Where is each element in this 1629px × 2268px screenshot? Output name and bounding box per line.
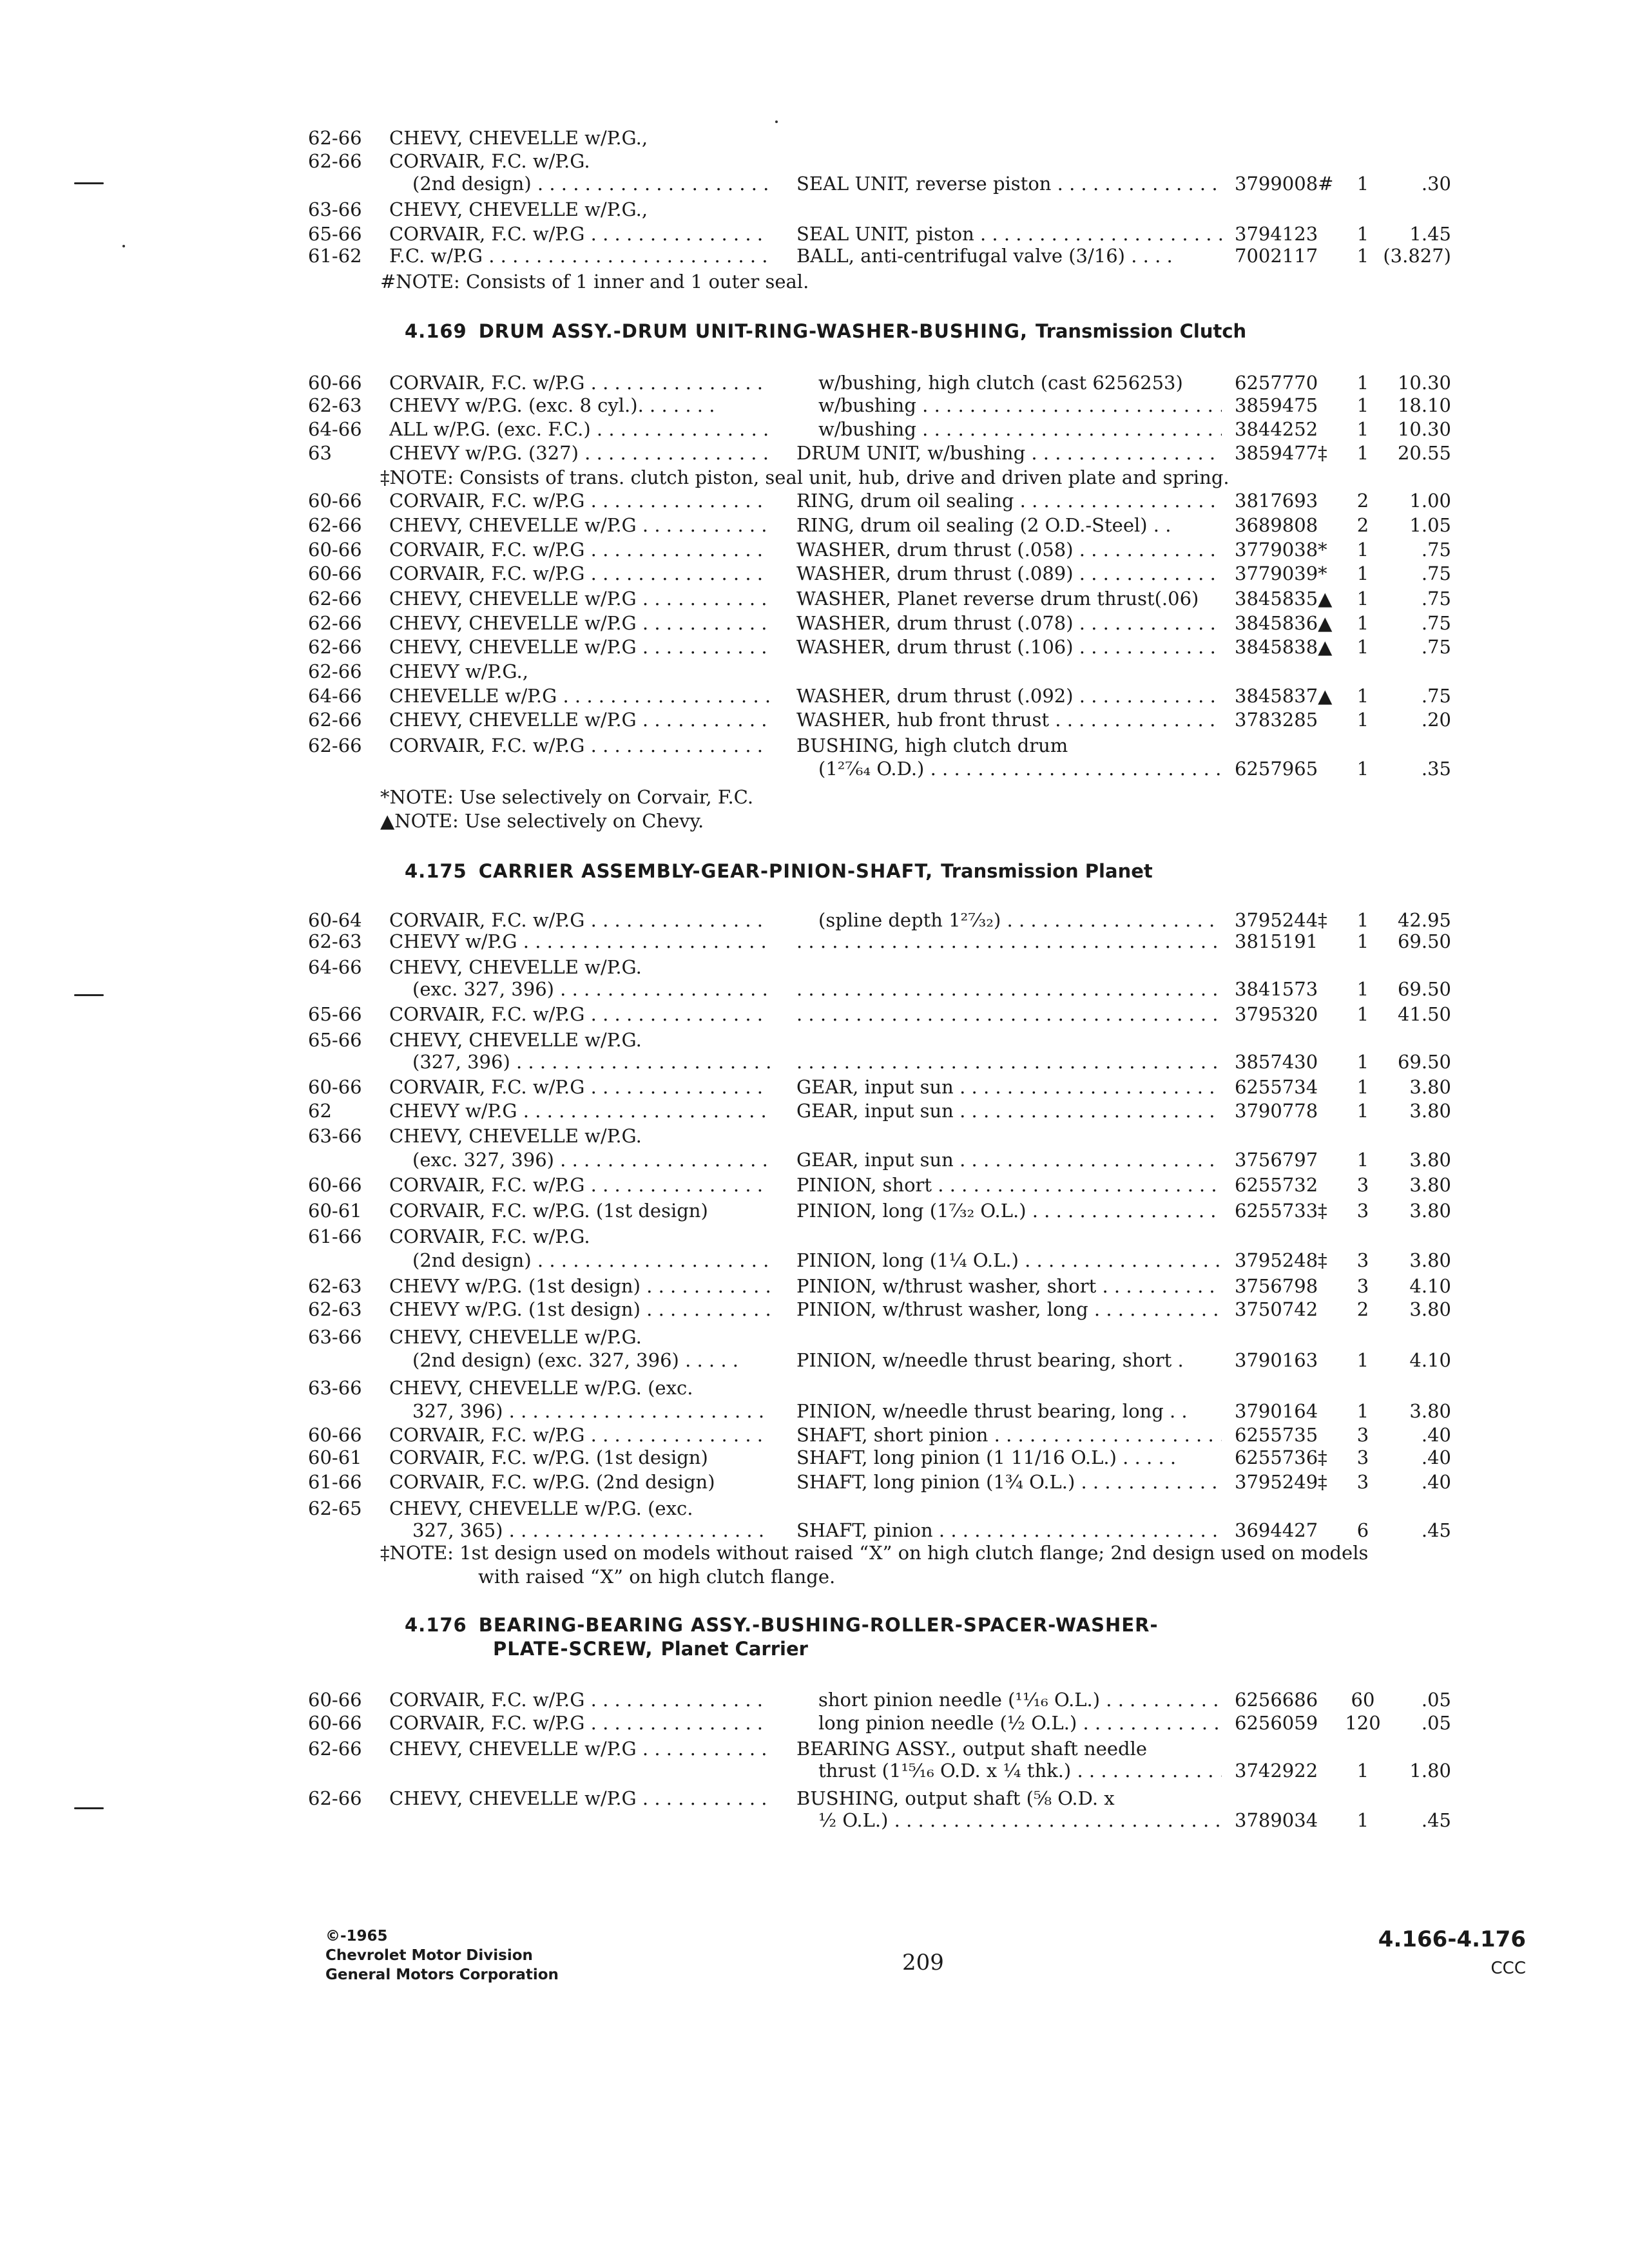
price: 10.30 (1397, 418, 1451, 440)
application: CORVAIR, F.C. w/P.G . . . (389, 223, 769, 245)
part-number: 3845836▲ (1235, 612, 1333, 634)
quantity: 3 (1356, 1200, 1369, 1222)
quantity: 3 (1356, 1424, 1369, 1446)
year-range: 60-66 (308, 490, 362, 512)
part-description: PINION, w/needle thrust bearing, long . . (796, 1400, 1188, 1422)
part-description (796, 930, 1222, 952)
part-number: 3790778 (1235, 1100, 1318, 1122)
part-number: 3817693 (1235, 490, 1318, 512)
section-number: 4.176 (405, 1614, 467, 1636)
application: CORVAIR, F.C. w/P.G. (1st design) (389, 1200, 708, 1222)
price: .45 (1421, 1519, 1451, 1541)
part-number: 3795244‡ (1235, 909, 1327, 931)
part-number: 3799008# (1235, 173, 1334, 195)
application: F.C. w/P.G . . . (389, 245, 769, 267)
year-range: 60-66 (308, 562, 362, 584)
application: CHEVY, CHEVELLE w/P.G., (389, 127, 648, 149)
part-number: 3794123 (1235, 223, 1318, 245)
application: CORVAIR, F.C. w/P.G . . . (389, 1003, 769, 1025)
year-range: 62-66 (308, 150, 362, 172)
application: CHEVY, CHEVELLE w/P.G. (389, 956, 642, 978)
year-range: 60-66 (308, 1076, 362, 1098)
price: 18.10 (1397, 394, 1451, 416)
part-number: 6255735 (1235, 1424, 1318, 1446)
price: 3.80 (1409, 1174, 1451, 1196)
price: .75 (1421, 562, 1451, 584)
part-description: SHAFT, long pinion (1¾ O.L.) . . . (796, 1471, 1222, 1493)
part-number: 3756798 (1235, 1275, 1318, 1297)
footnote: ‡NOTE: Consists of trans. clutch piston, seal unit, hub, drive and driven plate and spring. (380, 466, 1229, 488)
section-number: 4.175 (405, 860, 467, 882)
part-description: RING, drum oil sealing (2 O.D.-Steel) . . (796, 514, 1171, 536)
part-description (796, 1003, 1222, 1025)
binder-hole-mark (74, 1807, 104, 1809)
quantity: 1 (1356, 909, 1369, 931)
year-range: 64-66 (308, 956, 362, 978)
quantity: 1 (1356, 1760, 1369, 1782)
part-description: SEAL UNIT, reverse piston . . . (796, 173, 1222, 195)
quantity: 1 (1356, 372, 1369, 394)
quantity: 1 (1356, 612, 1369, 634)
year-range: 64-66 (308, 418, 362, 440)
application: CORVAIR, F.C. w/P.G . . . (389, 735, 769, 756)
price: (3.827) (1383, 245, 1451, 267)
quantity: 3 (1356, 1249, 1369, 1271)
price: .75 (1421, 636, 1451, 658)
section-number: 4.169 (405, 320, 467, 342)
quantity: 2 (1356, 490, 1369, 512)
part-description: PINION, w/needle thrust bearing, short . (796, 1349, 1184, 1371)
year-range: 60-66 (308, 1689, 362, 1711)
quantity: 3 (1356, 1174, 1369, 1196)
part-number: 3779038* (1235, 539, 1327, 561)
price: 69.50 (1397, 930, 1451, 952)
part-number: 3795320 (1235, 1003, 1318, 1025)
application: CORVAIR, F.C. w/P.G . . . (389, 1689, 769, 1711)
application-continued: (exc. 327, 396) . . . (412, 978, 771, 1000)
part-description: BEARING ASSY., output shaft needle (796, 1738, 1148, 1760)
part-description: PINION, long (1⁷⁄₃₂ O.L.) . . . (796, 1200, 1222, 1222)
price: .75 (1421, 685, 1451, 707)
application: CORVAIR, F.C. w/P.G. (389, 150, 590, 172)
price: 69.50 (1397, 1051, 1451, 1073)
part-description: BALL, anti-centrifugal valve (3/16) . . . . (796, 245, 1173, 267)
part-description: PINION, w/thrust washer, long . . . (796, 1298, 1222, 1320)
year-range: 62-66 (308, 660, 362, 682)
part-description: PINION, w/thrust washer, short . . . (796, 1275, 1222, 1297)
year-range: 63-66 (308, 1377, 362, 1399)
part-description: SHAFT, short pinion . . . (796, 1424, 1222, 1446)
year-range: 61-66 (308, 1225, 362, 1247)
part-description: GEAR, input sun . . . (796, 1149, 1222, 1171)
part-description: WASHER, drum thrust (.089) . . . (796, 562, 1222, 584)
part-description-continued: (1²⁷⁄₆₄ O.D.) . . . (818, 758, 1222, 780)
quantity: 1 (1356, 588, 1369, 610)
year-range: 62 (308, 1100, 332, 1122)
application: CORVAIR, F.C. w/P.G . . . (389, 1076, 769, 1098)
application: CORVAIR, F.C. w/P.G . . . (389, 1174, 769, 1196)
application: CHEVY w/P.G . . . (389, 1100, 769, 1122)
application: CHEVY, CHEVELLE w/P.G . . . (389, 612, 769, 634)
year-range: 62-65 (308, 1497, 362, 1519)
application: CORVAIR, F.C. w/P.G . . . (389, 909, 769, 931)
section-subtitle: Planet Carrier (660, 1638, 808, 1660)
year-range: 62-66 (308, 588, 362, 610)
scan-speck (122, 245, 125, 247)
year-range: 62-66 (308, 1738, 362, 1760)
application: ALL w/P.G. (exc. F.C.) . . . (389, 418, 769, 440)
quantity: 2 (1356, 514, 1369, 536)
year-range: 60-66 (308, 372, 362, 394)
year-range: 60-66 (308, 1174, 362, 1196)
year-range: 61-62 (308, 245, 362, 267)
part-description: w/bushing, high clutch (cast 6256253) (818, 372, 1183, 394)
year-range: 60-66 (308, 1712, 362, 1734)
part-description: w/bushing . . . (818, 394, 1222, 416)
quantity: 3 (1356, 1275, 1369, 1297)
binder-hole-mark (74, 994, 104, 996)
quantity: 120 (1345, 1712, 1381, 1734)
quantity: 6 (1356, 1519, 1369, 1541)
part-description: WASHER, drum thrust (.106) . . . (796, 636, 1222, 658)
section-title: CARRIER ASSEMBLY-GEAR-PINION-SHAFT, (478, 860, 934, 882)
price: 69.50 (1397, 978, 1451, 1000)
part-description: WASHER, Planet reverse drum thrust(.06) (796, 588, 1199, 610)
part-number: 6257965 (1235, 758, 1318, 780)
year-range: 60-61 (308, 1446, 362, 1468)
quantity: 1 (1356, 1051, 1369, 1073)
application: CHEVY, CHEVELLE w/P.G . . . (389, 588, 769, 610)
year-range: 62-66 (308, 709, 362, 731)
price: .75 (1421, 588, 1451, 610)
part-number: 6256059 (1235, 1712, 1318, 1734)
year-range: 60-66 (308, 1424, 362, 1446)
year-range: 65-66 (308, 1003, 362, 1025)
quantity: 1 (1356, 978, 1369, 1000)
application: CHEVY w/P.G. (1st design) . . . (389, 1275, 769, 1297)
part-description: short pinion needle (¹¹⁄₁₆ O.L.) . . . (818, 1689, 1222, 1711)
price: .40 (1421, 1446, 1451, 1468)
application: CORVAIR, F.C. w/P.G . . . (389, 490, 769, 512)
part-description-continued: ½ O.L.) . . . (818, 1809, 1222, 1831)
price: .30 (1421, 173, 1451, 195)
year-range: 62-66 (308, 1787, 362, 1809)
year-range: 60-61 (308, 1200, 362, 1222)
quantity: 3 (1356, 1446, 1369, 1468)
year-range: 62-63 (308, 1275, 362, 1297)
year-range: 62-66 (308, 127, 362, 149)
application: CHEVY, CHEVELLE w/P.G . . . (389, 636, 769, 658)
application-continued: (exc. 327, 396) . . . (412, 1149, 771, 1171)
quantity: 1 (1356, 1076, 1369, 1098)
application: CORVAIR, F.C. w/P.G . . . (389, 1424, 769, 1446)
section-title-continued: PLATE-SCREW, (493, 1638, 653, 1660)
price: 1.00 (1409, 490, 1451, 512)
page-number: 209 (902, 1950, 944, 1975)
application: CHEVY, CHEVELLE w/P.G. (389, 1326, 642, 1348)
year-range: 62-66 (308, 636, 362, 658)
quantity: 1 (1356, 562, 1369, 584)
year-range: 65-66 (308, 223, 362, 245)
quantity: 1 (1356, 1100, 1369, 1122)
quantity: 1 (1356, 245, 1369, 267)
application: CORVAIR, F.C. w/P.G. (1st design) (389, 1446, 708, 1468)
application-continued: (2nd design) . . . (412, 173, 771, 195)
application: CHEVY, CHEVELLE w/P.G., (389, 198, 648, 220)
part-number: 6255733‡ (1235, 1200, 1327, 1222)
price: 1.45 (1409, 223, 1451, 245)
part-description: w/bushing . . . (818, 418, 1222, 440)
quantity: 1 (1356, 1400, 1369, 1422)
application: CHEVELLE w/P.G . . . (389, 685, 769, 707)
price: 1.80 (1409, 1760, 1451, 1782)
part-number: 3841573 (1235, 978, 1318, 1000)
quantity: 1 (1356, 1349, 1369, 1371)
part-number: 6255732 (1235, 1174, 1318, 1196)
part-description: RING, drum oil sealing . . . (796, 490, 1222, 512)
quantity: 1 (1356, 418, 1369, 440)
application: CHEVY, CHEVELLE w/P.G. (389, 1125, 642, 1147)
part-number: 3815191 (1235, 930, 1318, 952)
part-number: 3795249‡ (1235, 1471, 1327, 1493)
application: CORVAIR, F.C. w/P.G . . . (389, 372, 769, 394)
part-description (796, 978, 1222, 1000)
part-description: (spline depth 1²⁷⁄₃₂) . . . (818, 909, 1222, 931)
year-range: 62-66 (308, 514, 362, 536)
quantity: 3 (1356, 1471, 1369, 1493)
quantity: 1 (1356, 1149, 1369, 1171)
section-title: DRUM ASSY.-DRUM UNIT-RING-WASHER-BUSHING, (478, 320, 1028, 342)
price: .35 (1421, 758, 1451, 780)
quantity: 1 (1356, 223, 1369, 245)
quantity: 1 (1356, 685, 1369, 707)
part-description: SEAL UNIT, piston . . . (796, 223, 1222, 245)
part-number: 3689808 (1235, 514, 1318, 536)
price: .40 (1421, 1471, 1451, 1493)
year-range: 61-66 (308, 1471, 362, 1493)
section-subtitle: Transmission Clutch (1035, 320, 1247, 342)
scan-speck (775, 120, 778, 123)
year-range: 63-66 (308, 1326, 362, 1348)
part-number: 3790164 (1235, 1400, 1318, 1422)
application-continued: (327, 396) . . . (412, 1051, 771, 1073)
part-description: BUSHING, output shaft (⅝ O.D. x (796, 1787, 1115, 1809)
part-number: 3845838▲ (1235, 636, 1333, 658)
section-heading (405, 860, 1153, 882)
year-range: 60-64 (308, 909, 362, 931)
section-title: BEARING-BEARING ASSY.-BUSHING-ROLLER-SPACER-WASHER- (478, 1614, 1159, 1636)
quantity: 1 (1356, 758, 1369, 780)
price: 10.30 (1397, 372, 1451, 394)
part-number: 6257770 (1235, 372, 1318, 394)
part-number: 3795248‡ (1235, 1249, 1327, 1271)
binder-hole-mark (74, 182, 104, 184)
quantity: 1 (1356, 394, 1369, 416)
price: .45 (1421, 1809, 1451, 1831)
part-number: 3756797 (1235, 1149, 1318, 1171)
part-number: 6256686 (1235, 1689, 1318, 1711)
part-description: long pinion needle (½ O.L.) . . . (818, 1712, 1222, 1734)
price: .05 (1421, 1712, 1451, 1734)
quantity: 1 (1356, 930, 1369, 952)
application-continued: (2nd design) . . . (412, 1249, 771, 1271)
part-description: WASHER, drum thrust (.078) . . . (796, 612, 1222, 634)
application: CHEVY w/P.G. (exc. 8 cyl.). . . . . . . (389, 394, 715, 416)
part-description: GEAR, input sun . . . (796, 1100, 1222, 1122)
part-description: PINION, long (1¼ O.L.) . . . (796, 1249, 1222, 1271)
application: CORVAIR, F.C. w/P.G . . . (389, 539, 769, 561)
year-range: 60-66 (308, 539, 362, 561)
part-number: 3694427 (1235, 1519, 1318, 1541)
section-subtitle: Transmission Planet (941, 860, 1153, 882)
price: 42.95 (1397, 909, 1451, 931)
year-range: 62-66 (308, 735, 362, 756)
price: 3.80 (1409, 1100, 1451, 1122)
quantity: 1 (1356, 709, 1369, 731)
price: 41.50 (1397, 1003, 1451, 1025)
quantity: 1 (1356, 539, 1369, 561)
year-range: 65-66 (308, 1029, 362, 1051)
section-heading (405, 320, 1246, 342)
year-range: 64-66 (308, 685, 362, 707)
part-description: GEAR, input sun . . . (796, 1076, 1222, 1098)
price: .05 (1421, 1689, 1451, 1711)
part-number: 3845835▲ (1235, 588, 1333, 610)
year-range: 63-66 (308, 1125, 362, 1147)
price: 3.80 (1409, 1200, 1451, 1222)
price: .40 (1421, 1424, 1451, 1446)
section-note: with raised “X” on high clutch flange. (478, 1566, 836, 1588)
application: CHEVY w/P.G . . . (389, 930, 769, 952)
year-range: 62-66 (308, 612, 362, 634)
part-number: 3789034 (1235, 1809, 1318, 1831)
footer-division: Chevrolet Motor Division (325, 1947, 533, 1964)
part-description: SHAFT, pinion . . . (796, 1519, 1222, 1541)
application-continued: 327, 396) . . . (412, 1400, 771, 1422)
part-description-continued: thrust (1¹⁵⁄₁₆ O.D. x ¼ thk.) . . . (818, 1760, 1222, 1782)
price: .75 (1421, 539, 1451, 561)
quantity: 1 (1356, 1809, 1369, 1831)
footer-section-range: 4.166-4.176 (1378, 1927, 1526, 1952)
quantity: 1 (1356, 173, 1369, 195)
part-description: WASHER, drum thrust (.058) . . . (796, 539, 1222, 561)
application: CHEVY, CHEVELLE w/P.G. (exc. (389, 1377, 693, 1399)
quantity: 1 (1356, 442, 1369, 464)
price: 3.80 (1409, 1076, 1451, 1098)
application: CHEVY w/P.G. (327) . . . (389, 442, 769, 464)
year-range: 63-66 (308, 198, 362, 220)
quantity: 1 (1356, 636, 1369, 658)
application: CHEVY w/P.G., (389, 660, 528, 682)
section-note: ‡NOTE: 1st design used on models without raised “X” on high clutch flange; 2nd design used on models (380, 1542, 1369, 1564)
quantity: 60 (1351, 1689, 1375, 1711)
application-continued: 327, 365) . . . (412, 1519, 771, 1541)
price: .75 (1421, 612, 1451, 634)
year-range: 62-63 (308, 930, 362, 952)
part-number: 3859477‡ (1235, 442, 1327, 464)
part-number: 3857430 (1235, 1051, 1318, 1073)
part-number: 3783285 (1235, 709, 1318, 731)
footer-corporation: General Motors Corporation (325, 1966, 559, 1983)
part-description: WASHER, hub front thrust . . . (796, 709, 1222, 731)
part-number: 6255736‡ (1235, 1446, 1327, 1468)
section-heading-continued (493, 1638, 808, 1660)
quantity: 2 (1356, 1298, 1369, 1320)
application: CHEVY, CHEVELLE w/P.G. (exc. (389, 1497, 693, 1519)
price: 3.80 (1409, 1149, 1451, 1171)
application: CHEVY, CHEVELLE w/P.G . . . (389, 1738, 769, 1760)
part-description: BUSHING, high clutch drum (796, 735, 1068, 756)
part-number: 3742922 (1235, 1760, 1318, 1782)
part-number: 3844252 (1235, 418, 1318, 440)
application: CHEVY w/P.G. (1st design) . . . (389, 1298, 769, 1320)
price: .20 (1421, 709, 1451, 731)
application: CORVAIR, F.C. w/P.G . . . (389, 562, 769, 584)
part-description: DRUM UNIT, w/bushing . . . (796, 442, 1222, 464)
part-description (796, 1051, 1222, 1073)
part-number: 3750742 (1235, 1298, 1318, 1320)
part-description: WASHER, drum thrust (.092) . . . (796, 685, 1222, 707)
application: CHEVY, CHEVELLE w/P.G . . . (389, 1787, 769, 1809)
part-number: 3779039* (1235, 562, 1327, 584)
quantity: 1 (1356, 1003, 1369, 1025)
application: CORVAIR, F.C. w/P.G. (389, 1225, 590, 1247)
price: 20.55 (1397, 442, 1451, 464)
year-range: 62-63 (308, 1298, 362, 1320)
footer-code: CCC (1490, 1959, 1526, 1978)
part-number: 3790163 (1235, 1349, 1318, 1371)
year-range: 63 (308, 442, 332, 464)
year-range: 62-63 (308, 394, 362, 416)
section-heading (405, 1614, 1159, 1636)
part-description: SHAFT, long pinion (1 11/16 O.L.) . . . . . (796, 1446, 1177, 1468)
application: CHEVY, CHEVELLE w/P.G. (389, 1029, 642, 1051)
part-number: 7002117 (1235, 245, 1318, 267)
application: CHEVY, CHEVELLE w/P.G . . . (389, 514, 769, 536)
price: 3.80 (1409, 1249, 1451, 1271)
price: 1.05 (1409, 514, 1451, 536)
section-note: #NOTE: Consists of 1 inner and 1 outer seal. (380, 271, 809, 293)
part-number: 6255734 (1235, 1076, 1318, 1098)
part-number: 3859475 (1235, 394, 1318, 416)
price: 3.80 (1409, 1298, 1451, 1320)
price: 4.10 (1409, 1349, 1451, 1371)
price: 3.80 (1409, 1400, 1451, 1422)
section-note: ▲NOTE: Use selectively on Chevy. (380, 810, 704, 832)
part-description: PINION, short . . . (796, 1174, 1222, 1196)
application-continued: (2nd design) (exc. 327, 396) . . . . . (412, 1349, 739, 1371)
section-note: *NOTE: Use selectively on Corvair, F.C. (380, 786, 754, 808)
application: CORVAIR, F.C. w/P.G. (2nd design) (389, 1471, 715, 1493)
application: CHEVY, CHEVELLE w/P.G . . . (389, 709, 769, 731)
application: CORVAIR, F.C. w/P.G . . . (389, 1712, 769, 1734)
price: 4.10 (1409, 1275, 1451, 1297)
part-number: 3845837▲ (1235, 685, 1333, 707)
footer-copyright: ©-1965 (325, 1928, 388, 1945)
